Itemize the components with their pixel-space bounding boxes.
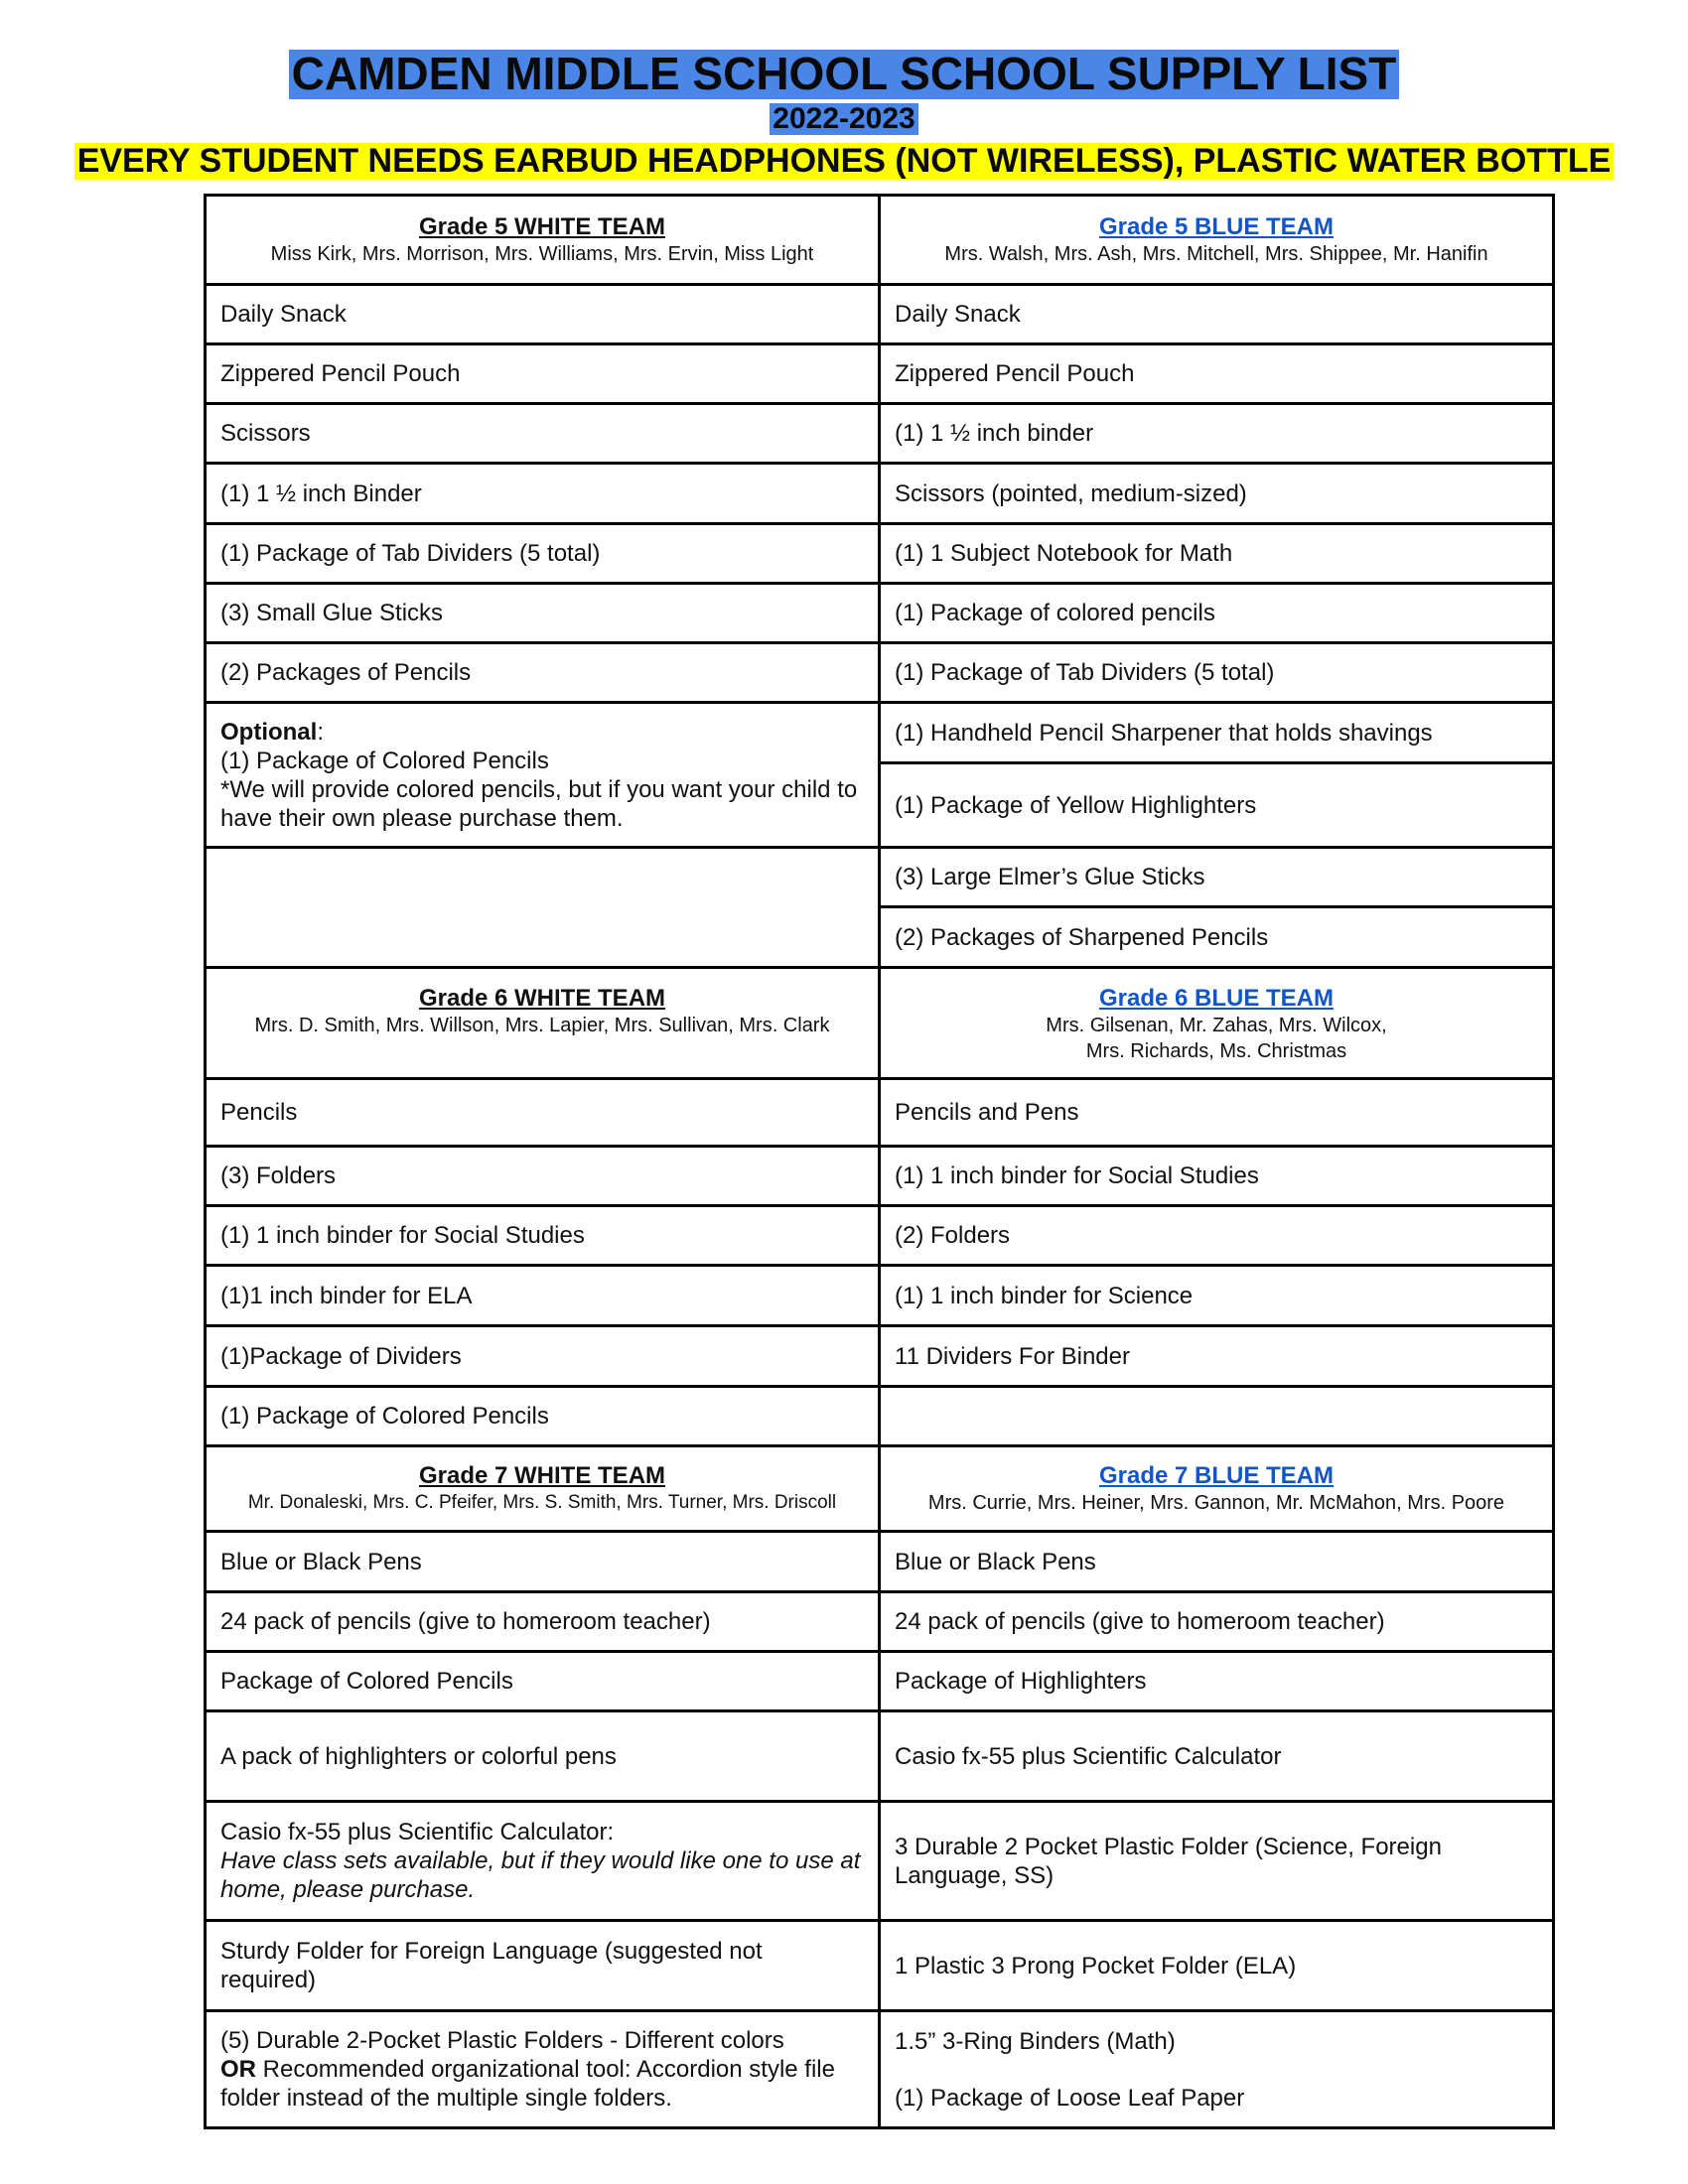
list-item: Package of Highlighters — [880, 1652, 1554, 1711]
notice-banner: EVERY STUDENT NEEDS EARBUD HEADPHONES (NOT WIRELESS), PLASTIC WATER BOTTLE — [74, 143, 1615, 180]
title-block — [0, 50, 1688, 99]
list-item: Scissors — [206, 404, 880, 464]
list-item: (1) Package of Tab Dividers (5 total) — [206, 524, 880, 584]
table-row — [206, 1147, 1554, 1206]
list-item: Daily Snack — [880, 285, 1554, 344]
table-row — [206, 404, 1554, 464]
list-item: Sturdy Folder for Foreign Language (suggested not required) — [206, 1921, 880, 2011]
school-year: 2022-2023 — [770, 103, 917, 135]
list-item: 24 pack of pencils (give to homeroom teacher) — [206, 1592, 880, 1652]
teacher-list: Mrs. D. Smith, Mrs. Willson, Mrs. Lapier, Mrs. Sullivan, Mrs. Clark — [254, 1015, 830, 1036]
grade6-blue-header — [880, 968, 1554, 1079]
teacher-list-line2: Mrs. Richards, Ms. Christmas — [1085, 1040, 1347, 1062]
page-title: CAMDEN MIDDLE SCHOOL SCHOOL SUPPLY LIST — [289, 50, 1400, 99]
list-item: (1) Package of Colored Pencils — [206, 1387, 880, 1446]
teacher-list: Mrs. Currie, Mrs. Heiner, Mrs. Gannon, Mr. McMahon, Mrs. Poore — [927, 1491, 1505, 1514]
table-row — [206, 1326, 1554, 1387]
folders-or: OR — [220, 2056, 256, 2083]
table-row — [206, 848, 1554, 907]
table-row — [206, 1652, 1554, 1711]
folders-line1: (5) Durable 2-Pocket Plastic Folders - Different colors — [220, 2027, 784, 2054]
table-row — [206, 285, 1554, 344]
list-item: Blue or Black Pens — [880, 1532, 1554, 1592]
list-item: Casio fx-55 plus Scientific Calculator — [880, 1711, 1554, 1802]
teacher-list: Mr. Donaleski, Mrs. C. Pfeifer, Mrs. S. Smith, Mrs. Turner, Mrs. Driscoll — [247, 1491, 837, 1513]
table-row — [206, 1592, 1554, 1652]
list-item: 1 Plastic 3 Prong Pocket Folder (ELA) — [880, 1921, 1554, 2011]
table-row — [206, 464, 1554, 524]
table-row — [206, 524, 1554, 584]
grade6-white-header — [206, 968, 880, 1079]
list-item: (1) 1 Subject Notebook for Math — [880, 524, 1554, 584]
list-item: (1) Handheld Pencil Sharpener that holds shavings — [880, 703, 1554, 763]
list-item: (3) Small Glue Sticks — [206, 584, 880, 643]
list-item: Zippered Pencil Pouch — [880, 344, 1554, 404]
optional-note: *We will provide colored pencils, but if you want your child to have their own please purchase them. — [220, 775, 858, 832]
list-item: (1)1 inch binder for ELA — [206, 1266, 880, 1326]
list-item: Daily Snack — [206, 285, 880, 344]
optional-label: Optional — [220, 718, 318, 746]
empty-cell — [206, 848, 880, 968]
empty-cell — [880, 1387, 1554, 1446]
list-item: (2) Packages of Sharpened Pencils — [880, 907, 1554, 968]
list-item: (2) Folders — [880, 1206, 1554, 1266]
table-row — [206, 584, 1554, 643]
table-row — [206, 1387, 1554, 1446]
list-item: (1) Package of Tab Dividers (5 total) — [880, 643, 1554, 703]
list-item: (2) Packages of Pencils — [206, 643, 880, 703]
table-row — [206, 2011, 1554, 2128]
table-row — [206, 1266, 1554, 1326]
list-item: (3) Large Elmer’s Glue Sticks — [880, 848, 1554, 907]
table-row — [206, 1802, 1554, 1921]
table-row — [206, 1446, 1554, 1532]
table-row — [206, 344, 1554, 404]
list-item: (1) 1 ½ inch Binder — [206, 464, 880, 524]
list-item: Scissors (pointed, medium-sized) — [880, 464, 1554, 524]
team-name: Grade 6 WHITE TEAM — [418, 985, 666, 1012]
optional-items — [206, 703, 880, 848]
list-item: Pencils — [206, 1079, 880, 1147]
calculator-label: Casio fx-55 plus Scientific Calculator: — [220, 1819, 615, 1845]
supply-table — [204, 194, 1555, 2129]
loose-leaf-label: (1) Package of Loose Leaf Paper — [895, 2084, 1245, 2112]
team-name: Grade 7 WHITE TEAM — [418, 1461, 666, 1489]
grade7-white-header — [206, 1446, 880, 1532]
optional-item: (1) Package of Colored Pencils — [220, 747, 549, 774]
binders-label: 1.5” 3-Ring Binders (Math) — [895, 2027, 1176, 2055]
grade7-blue-header — [880, 1446, 1554, 1532]
table-row — [206, 1206, 1554, 1266]
table-row — [206, 968, 1554, 1079]
table-row — [206, 1921, 1554, 2011]
year-block — [0, 103, 1688, 135]
list-item: Blue or Black Pens — [206, 1532, 880, 1592]
list-item: (1) 1 inch binder for Social Studies — [880, 1147, 1554, 1206]
team-name-link[interactable]: Grade 6 BLUE TEAM — [1098, 985, 1335, 1012]
list-item: (1) 1 inch binder for Science — [880, 1266, 1554, 1326]
list-item: (1) Package of colored pencils — [880, 584, 1554, 643]
team-name-link[interactable]: Grade 7 BLUE TEAM — [1098, 1461, 1335, 1489]
list-item: (1) 1 inch binder for Social Studies — [206, 1206, 880, 1266]
list-item: Package of Colored Pencils — [206, 1652, 880, 1711]
list-item: 24 pack of pencils (give to homeroom teacher) — [880, 1592, 1554, 1652]
list-item: A pack of highlighters or colorful pens — [206, 1711, 880, 1802]
table-row — [206, 703, 1554, 763]
grade5-blue-header — [880, 196, 1554, 285]
optional-colon: : — [317, 718, 324, 746]
list-item: (1)Package of Dividers — [206, 1326, 880, 1387]
teacher-list: Mrs. Walsh, Mrs. Ash, Mrs. Mitchell, Mrs. Shippee, Mr. Hanifin — [944, 242, 1488, 265]
table-row — [206, 1532, 1554, 1592]
calculator-note: Have class sets available, but if they would like one to use at home, please purchase. — [220, 1847, 861, 1903]
table-row — [206, 196, 1554, 285]
list-item: (1) Package of Yellow Highlighters — [880, 763, 1554, 848]
calculator-item — [206, 1802, 880, 1921]
table-row — [206, 643, 1554, 703]
table-row — [206, 1711, 1554, 1802]
binders-item — [880, 2011, 1554, 2128]
teacher-list-line1: Mrs. Gilsenan, Mr. Zahas, Mrs. Wilcox, — [1046, 1015, 1387, 1036]
team-name-link[interactable]: Grade 5 BLUE TEAM — [1098, 212, 1335, 240]
list-item: (1) 1 ½ inch binder — [880, 404, 1554, 464]
list-item: 11 Dividers For Binder — [880, 1326, 1554, 1387]
team-name: Grade 5 WHITE TEAM — [418, 212, 666, 240]
list-item: Pencils and Pens — [880, 1079, 1554, 1147]
list-item: (3) Folders — [206, 1147, 880, 1206]
list-item: Zippered Pencil Pouch — [206, 344, 880, 404]
list-item: 3 Durable 2 Pocket Plastic Folder (Science, Foreign Language, SS) — [880, 1802, 1554, 1921]
folders-item — [206, 2011, 880, 2128]
folders-line2: Recommended organizational tool: Accordion style file folder instead of the multiple single folders. — [220, 2056, 835, 2112]
grade5-white-header — [206, 196, 880, 285]
notice-block — [0, 143, 1688, 180]
table-row — [206, 1079, 1554, 1147]
teacher-list: Miss Kirk, Mrs. Morrison, Mrs. Williams, Mrs. Ervin, Miss Light — [270, 242, 814, 265]
